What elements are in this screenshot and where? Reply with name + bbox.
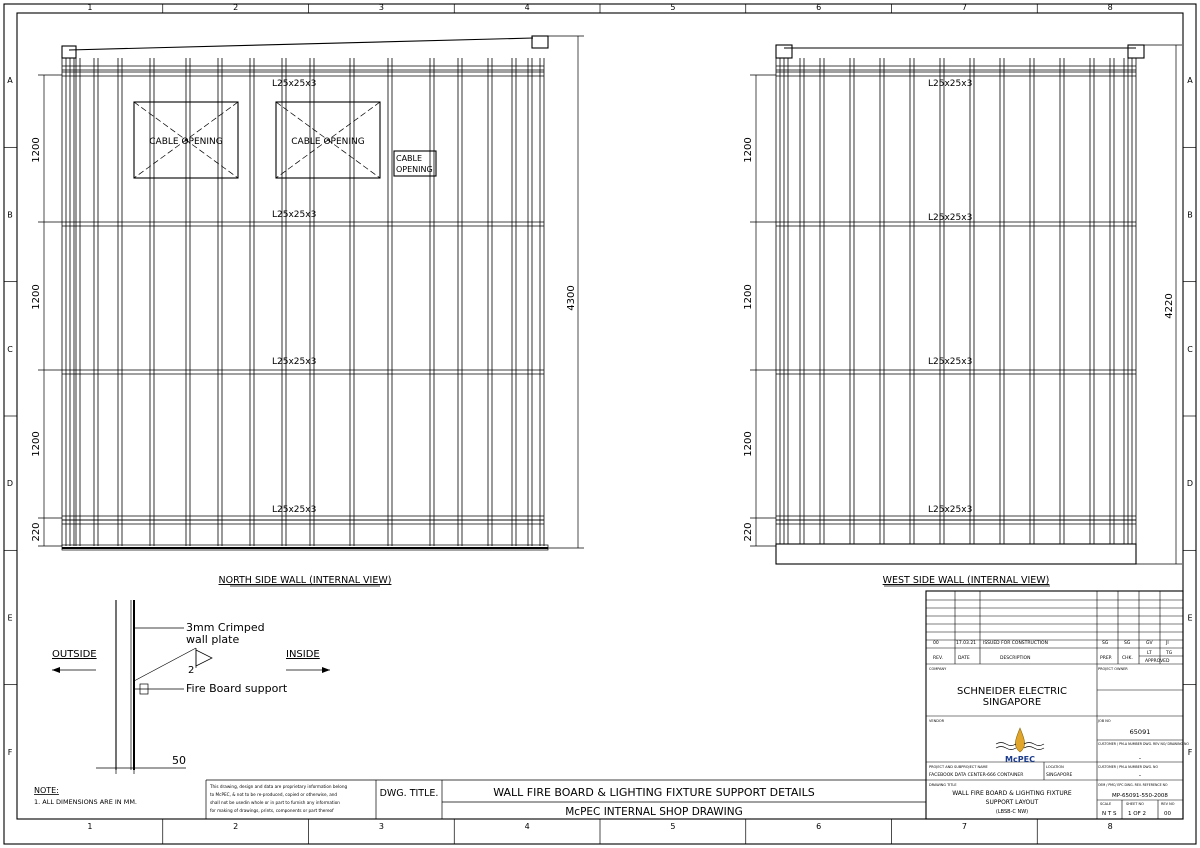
- zone-col-5: 5: [670, 822, 676, 831]
- zone-col-5: 5: [670, 3, 676, 12]
- zone-col-8: 8: [1107, 822, 1113, 831]
- zone-col-3: 3: [378, 3, 384, 12]
- hdr-description: DESCRIPTION: [1000, 656, 1031, 661]
- tb-drawing-title-3: (LBSB-C NW): [995, 809, 1029, 815]
- location-name: SINGAPORE: [1046, 773, 1073, 778]
- job-number: 65091: [1129, 728, 1151, 736]
- zone-row-C: C: [1187, 344, 1193, 354]
- north-dim-4: 220: [31, 522, 42, 542]
- cable-opening-small-line1: CABLE: [396, 154, 423, 163]
- project-label: PROJECT AND SUBPROJECT NAME: [929, 765, 988, 769]
- zone-col-3: 3: [378, 822, 384, 831]
- plate-label-1: 3mm Crimped: [186, 621, 265, 634]
- tb-drawing-title-2: SUPPORT LAYOUT: [985, 799, 1039, 806]
- zone-row-B: B: [7, 210, 13, 220]
- north-member-label-2: L25x25x3: [272, 210, 317, 220]
- zone-row-B: B: [1187, 210, 1193, 220]
- cable-opening-2-label: CABLE OPENING: [291, 137, 365, 147]
- zone-row-F: F: [7, 747, 13, 757]
- rev-tg: JI: [1166, 641, 1169, 646]
- customer-label-2: CUSTOMER / PM-A NUMBER DWG. NO: [1098, 765, 1158, 769]
- zone-col-2: 2: [233, 3, 239, 12]
- tb-drawing-title-1: WALL FIRE BOARD & LIGHTING FIXTURE: [952, 790, 1072, 797]
- west-wall-elevation: [743, 45, 1182, 586]
- outer-frame: [4, 4, 1196, 844]
- north-dim-2: 1200: [31, 284, 42, 310]
- north-wall-elevation: [31, 36, 584, 586]
- hdr-chk: CHK.: [1122, 656, 1133, 661]
- rev-lt: GV: [1146, 641, 1153, 646]
- west-member-label-4: L25x25x3: [928, 505, 973, 515]
- customer-dash-1: -: [1138, 755, 1142, 762]
- vendor-label: VENDOR: [929, 719, 945, 723]
- west-overall-dim: 4220: [1164, 293, 1175, 319]
- zone-col-6: 6: [816, 822, 822, 831]
- proprietary-line-2: to McPEC, & not to be re-produced, copied or otherwise, and: [210, 792, 338, 797]
- zone-row-E: E: [1187, 613, 1193, 623]
- west-member-label-1: L25x25x3: [928, 79, 973, 89]
- zone-col-7: 7: [961, 3, 967, 12]
- weld-size: 2: [188, 665, 195, 676]
- zone-col-4: 4: [524, 822, 530, 831]
- zone-row-A: A: [1187, 76, 1193, 86]
- zone-row-D: D: [1186, 479, 1194, 489]
- drawing-main-title: WALL FIRE BOARD & LIGHTING FIXTURE SUPPORT DETAILS: [493, 786, 815, 799]
- west-dim-1: 1200: [743, 137, 754, 163]
- section-detail: [52, 600, 330, 774]
- company-line-2: SINGAPORE: [982, 697, 1042, 708]
- rev-00: 00: [933, 641, 939, 646]
- west-dim-3: 1200: [743, 431, 754, 457]
- west-dim-2: 1200: [743, 284, 754, 310]
- zone-col-6: 6: [816, 3, 822, 12]
- drawing-number: MP-65091-550-2008: [1112, 793, 1168, 799]
- hdr-lt: LT: [1147, 651, 1152, 656]
- customer-dash-2: -: [1138, 772, 1142, 779]
- zone-row-F: F: [1187, 747, 1193, 757]
- cable-opening-small-line2: OPENING: [396, 165, 433, 174]
- proprietary-line-4: for making of drawings, prints, components or part thereof: [210, 808, 334, 813]
- scale-value: N T S: [1102, 811, 1117, 817]
- north-dim-1: 1200: [31, 137, 42, 163]
- inside-label: INSIDE: [286, 649, 320, 660]
- sheet-label: SHEET NO: [1126, 802, 1144, 806]
- job-label: JOB NO: [1098, 719, 1111, 723]
- zone-row-D: D: [6, 479, 14, 489]
- mcpec-logo: [996, 728, 1044, 764]
- zone-row-A: A: [7, 76, 13, 86]
- hdr-prep: PREP.: [1100, 656, 1113, 661]
- rev-prep: SG: [1102, 641, 1109, 646]
- zone-row-E: E: [7, 613, 13, 623]
- west-member-label-2: L25x25x3: [928, 213, 973, 223]
- project-name: FACEBOOK DATA CENTER-666 CONTAINER: [929, 773, 1024, 778]
- north-member-label-4: L25x25x3: [272, 505, 317, 515]
- zone-col-1: 1: [87, 822, 93, 831]
- west-dim-4: 220: [743, 522, 754, 542]
- sheet-value: 1 OF 2: [1128, 811, 1146, 817]
- west-wall-title: WEST SIDE WALL (INTERNAL VIEW): [882, 575, 1050, 586]
- rev-no-label: REV NO: [1161, 802, 1175, 806]
- zone-row-C: C: [7, 344, 13, 354]
- hdr-tg: TG: [1166, 651, 1173, 656]
- proprietary-line-1: This drawing, design and data are proprietary information belong: [210, 784, 348, 789]
- north-overall-dim: 4300: [566, 285, 577, 311]
- fire-board-support-label: Fire Board support: [186, 682, 288, 695]
- rev-chk: SG: [1124, 641, 1131, 646]
- title-block: [926, 591, 1189, 819]
- hdr-date: DATE: [958, 656, 970, 661]
- customer-label: CUSTOMER / PM-A NUMBER DWG. REV NO/ DRAWING NO: [1098, 742, 1189, 746]
- west-member-label-3: L25x25x3: [928, 357, 973, 367]
- rev-description: ISSUED FOR CONSTRUCTION: [983, 641, 1048, 646]
- project-owner-label: PROJECT OWNER: [1098, 667, 1128, 671]
- rev-value: 00: [1164, 811, 1171, 817]
- scale-label: SCALE: [1100, 802, 1112, 806]
- mcpec-logo-text: McPEC: [1005, 755, 1035, 764]
- north-wall-title: NORTH SIDE WALL (INTERNAL VIEW): [218, 575, 392, 586]
- location-label: LOCATION: [1046, 765, 1064, 769]
- zone-col-7: 7: [961, 822, 967, 831]
- notes-title: NOTE:: [34, 786, 59, 795]
- company-label: COMPANY: [929, 667, 947, 671]
- detail-dim-50: 50: [172, 754, 186, 767]
- drawing-subtitle: McPEC INTERNAL SHOP DRAWING: [565, 806, 743, 818]
- north-member-label-3: L25x25x3: [272, 357, 317, 367]
- zone-col-4: 4: [524, 3, 530, 12]
- company-line-1: SCHNEIDER ELECTRIC: [957, 686, 1067, 697]
- plate-label-2: wall plate: [186, 633, 240, 646]
- border-zone-markers: [4, 3, 1196, 844]
- north-dim-3: 1200: [31, 431, 42, 457]
- internal-ref-label: OEM / PMC/ EPC DWG. REV. REFERENCE NO: [1098, 783, 1168, 787]
- note-1: 1. ALL DIMENSIONS ARE IN MM.: [34, 798, 138, 806]
- outside-label: OUTSIDE: [52, 649, 97, 660]
- zone-col-1: 1: [87, 3, 93, 12]
- cable-opening-1-label: CABLE OPENING: [149, 137, 223, 147]
- zone-col-8: 8: [1107, 3, 1113, 12]
- proprietary-line-3: shall not be usedin whole or in part to furnish any information: [210, 800, 340, 805]
- dwg-title-label: DWG. TITLE.: [379, 788, 439, 799]
- zone-col-2: 2: [233, 822, 239, 831]
- hdr-rev: REV.: [933, 656, 943, 661]
- rev-date: 17.03.21: [956, 641, 977, 646]
- north-member-label-1: L25x25x3: [272, 79, 317, 89]
- hdr-approved: APPROVED: [1145, 659, 1170, 664]
- drawing-title-label: DRAWING TITLE: [929, 783, 957, 787]
